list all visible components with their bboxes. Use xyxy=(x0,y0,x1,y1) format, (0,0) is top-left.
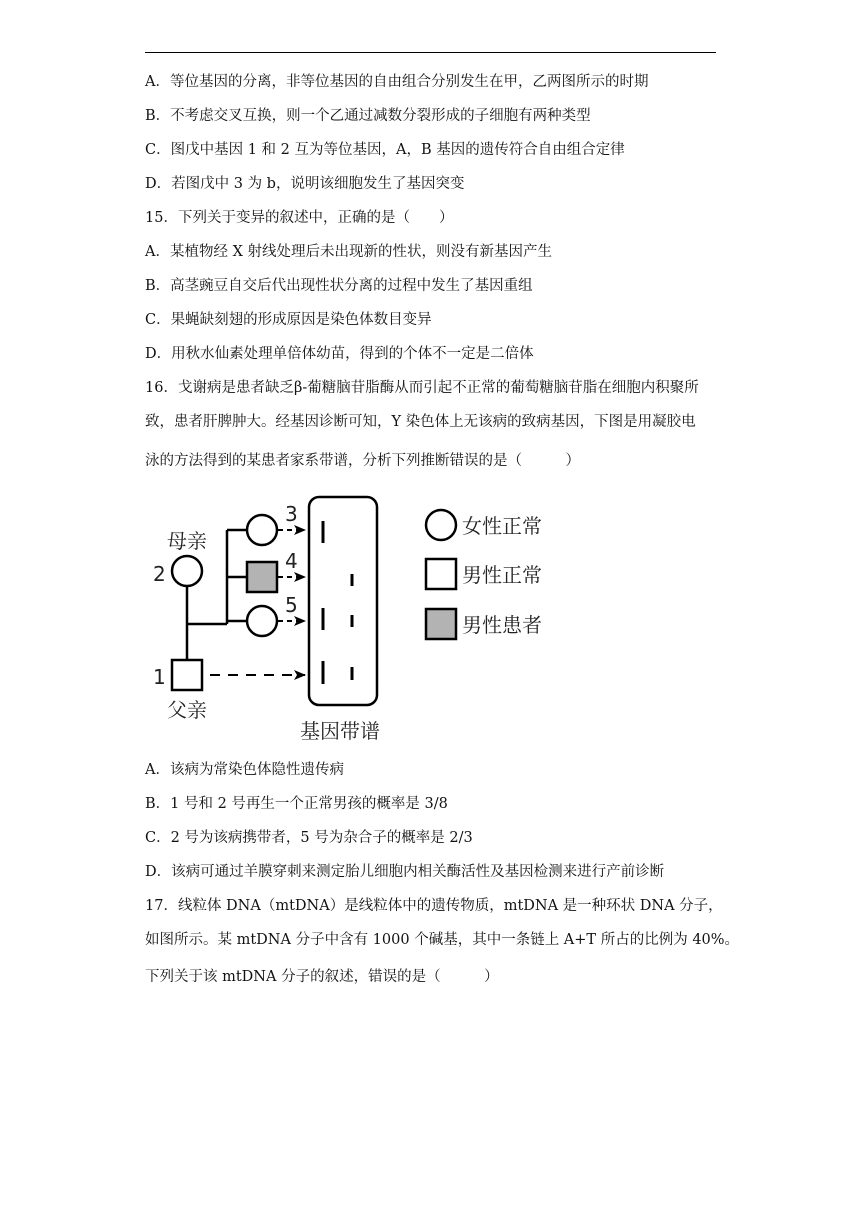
q16-stem-line-1: 16．戈谢病是患者缺乏β-葡糖脑苷脂酶从而引起不正常的葡萄糖脑苷脂在细胞内积聚所 xyxy=(145,380,699,396)
q16-option-a: A．该病为常染色体隐性遗传病 xyxy=(145,762,344,778)
prev-option-b: B．不考虑交叉互换，则一个乙通过减数分裂形成的子细胞有两种类型 xyxy=(145,108,591,124)
q16-option-d: D．该病可通过羊膜穿刺来测定胎儿细胞内相关酶活性及基因检测来进行产前诊断 xyxy=(145,864,665,880)
q16-option-c: C．2 号为该病携带者，5 号为杂合子的概率是 2/3 xyxy=(145,830,473,846)
prev-option-c: C．图戊中基因 1 和 2 互为等位基因，A，B 基因的遗传符合自由组合定律 xyxy=(145,142,625,158)
header-rule xyxy=(145,52,716,53)
legend-male-normal-label: 男性正常 xyxy=(462,563,542,587)
gene-band-label: 基因带谱 xyxy=(300,719,380,743)
individual-3-number: 3 xyxy=(285,502,298,526)
individual-2-number: 2 xyxy=(153,562,166,586)
q16-stem-line-2: 致，患者肝脾肿大。经基因诊断可知，Y 染色体上无该病的致病基因，下图是用凝胶电 xyxy=(145,414,696,430)
q17-stem-line-1: 17．线粒体 DNA（mtDNA）是线粒体中的遗传物质，mtDNA 是一种环状 DNA 分子， xyxy=(145,898,723,914)
q15-option-c: C．果蝇缺刻翅的形成原因是染色体数目变异 xyxy=(145,312,432,328)
child-5-circle xyxy=(247,606,277,636)
q15-option-b: B．高茎豌豆自交后代出现性状分离的过程中发生了基因重组 xyxy=(145,278,533,294)
legend-male-affected-label: 男性患者 xyxy=(462,613,542,637)
q15-option-d: D．用秋水仙素处理单倍体幼苗，得到的个体不一定是二倍体 xyxy=(145,346,534,362)
mother-circle xyxy=(172,556,202,586)
individual-4-number: 4 xyxy=(285,549,298,573)
prev-option-d: D．若图戊中 3 为 b，说明该细胞发生了基因突变 xyxy=(145,176,465,192)
father-square xyxy=(172,660,202,690)
q15-option-a: A．某植物经 X 射线处理后未出现新的性状，则没有新基因产生 xyxy=(145,244,553,260)
q17-stem-line-3: 下列关于该 mtDNA 分子的叙述，错误的是（ ） xyxy=(145,969,499,985)
q16-option-b: B．1 号和 2 号再生一个正常男孩的概率是 3/8 xyxy=(145,796,448,812)
individual-1-number: 1 xyxy=(153,665,166,689)
legend-male-affected-icon xyxy=(426,609,456,639)
mother-label: 母亲 xyxy=(167,529,207,553)
child-3-circle xyxy=(247,515,277,545)
legend-male-normal-icon xyxy=(426,559,456,589)
prev-option-a: A．等位基因的分离，非等位基因的自由组合分别发生在甲，乙两图所示的时期 xyxy=(145,74,649,90)
q16-stem-line-3: 泳的方法得到的某患者家系带谱，分析下列推断错误的是（ ） xyxy=(145,453,580,469)
father-label: 父亲 xyxy=(167,698,207,722)
child-4-square xyxy=(247,562,277,592)
pedigree-gel-figure xyxy=(140,488,560,750)
legend-female-normal-label: 女性正常 xyxy=(462,514,542,538)
legend-female-normal-icon xyxy=(426,510,456,540)
individual-5-number: 5 xyxy=(285,593,298,617)
q15-stem: 15．下列关于变异的叙述中，正确的是（ ） xyxy=(145,210,454,226)
q17-stem-line-2: 如图所示。某 mtDNA 分子中含有 1000 个碱基，其中一条链上 A+T 所占的比例为 40%。 xyxy=(145,932,740,948)
gel-box xyxy=(309,497,377,705)
